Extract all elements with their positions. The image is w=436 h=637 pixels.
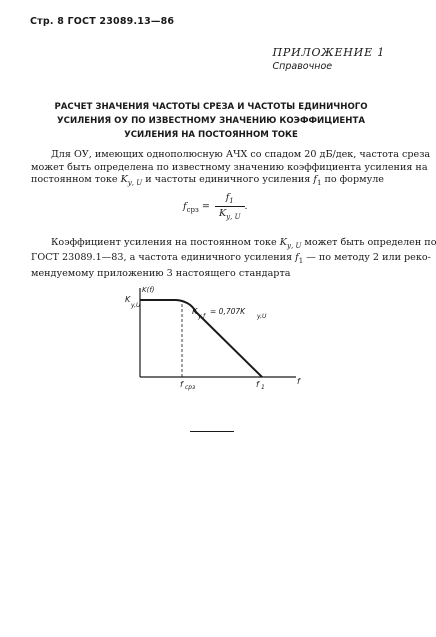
curve-label-sub1: y,f <box>198 313 206 320</box>
para2-line-1: Коэффициент усиления на постоянном токе $K_{у, U}$ может быть определен по <box>51 237 436 250</box>
curve-label-k: K <box>192 307 198 316</box>
x-tick-cutoff-sub: срз <box>185 384 196 391</box>
para2-line-3: мендуемому приложению 3 настоящего стандарта <box>31 267 291 279</box>
formula-eq: = <box>198 200 213 212</box>
annex-title: ПРИЛОЖЕНИЕ 1 <box>272 46 385 59</box>
x-tick-cutoff: f <box>180 380 183 389</box>
curve-label-mid: = 0,707K <box>210 307 246 316</box>
x-axis-label: f <box>297 377 300 386</box>
y-value-label: K <box>125 295 131 304</box>
para1-line-2: может быть определена по известному значению коэффициента усиления на <box>31 161 428 173</box>
annex-subtitle: Справочное <box>272 61 333 72</box>
formula-lhs: f <box>183 200 187 212</box>
para1-line-3: постоянном токе $K_{у, U}$ и частоты единичного усиления $f_1$ по формуле <box>31 174 384 187</box>
formula-denominator: $K_{у, U}$ <box>218 207 241 221</box>
title-line-1: РАСЧЕТ ЗНАЧЕНИЯ ЧАСТОТЫ СРЕЗА И ЧАСТОТЫ ЕДИНИЧНОГО <box>54 102 368 112</box>
end-divider <box>190 431 234 432</box>
formula-lhs-sub: срз <box>186 205 199 214</box>
x-tick-unity-sub: 1 <box>261 384 265 391</box>
x-tick-unity: f <box>256 380 259 389</box>
formula-numerator: $f_1$ <box>215 192 245 207</box>
page-header: Стр. 8 ГОСТ 23089.13—86 <box>30 16 175 27</box>
formula-tail: . <box>244 200 248 212</box>
para2-line-2: ГОСТ 23089.1—83, а частота единичного усиления $f_1$ — по методу 2 или реко- <box>31 252 431 266</box>
title-line-2: УСИЛЕНИЯ ОУ ПО ИЗВЕСТНОМУ ЗНАЧЕНИЮ КОЭФФИЦИЕНТА <box>57 116 365 126</box>
title-line-3: УСИЛЕНИЯ НА ПОСТОЯННОМ ТОКЕ <box>124 130 298 140</box>
para1-line-1: Для ОУ, имеющих однополюсную АЧХ со спадом 20 дБ/дек, частота среза <box>51 149 431 160</box>
y-value-sub: y,U <box>131 302 141 309</box>
curve-label-sub2: y,U <box>257 313 267 320</box>
y-axis-label: K(f) <box>142 286 155 294</box>
